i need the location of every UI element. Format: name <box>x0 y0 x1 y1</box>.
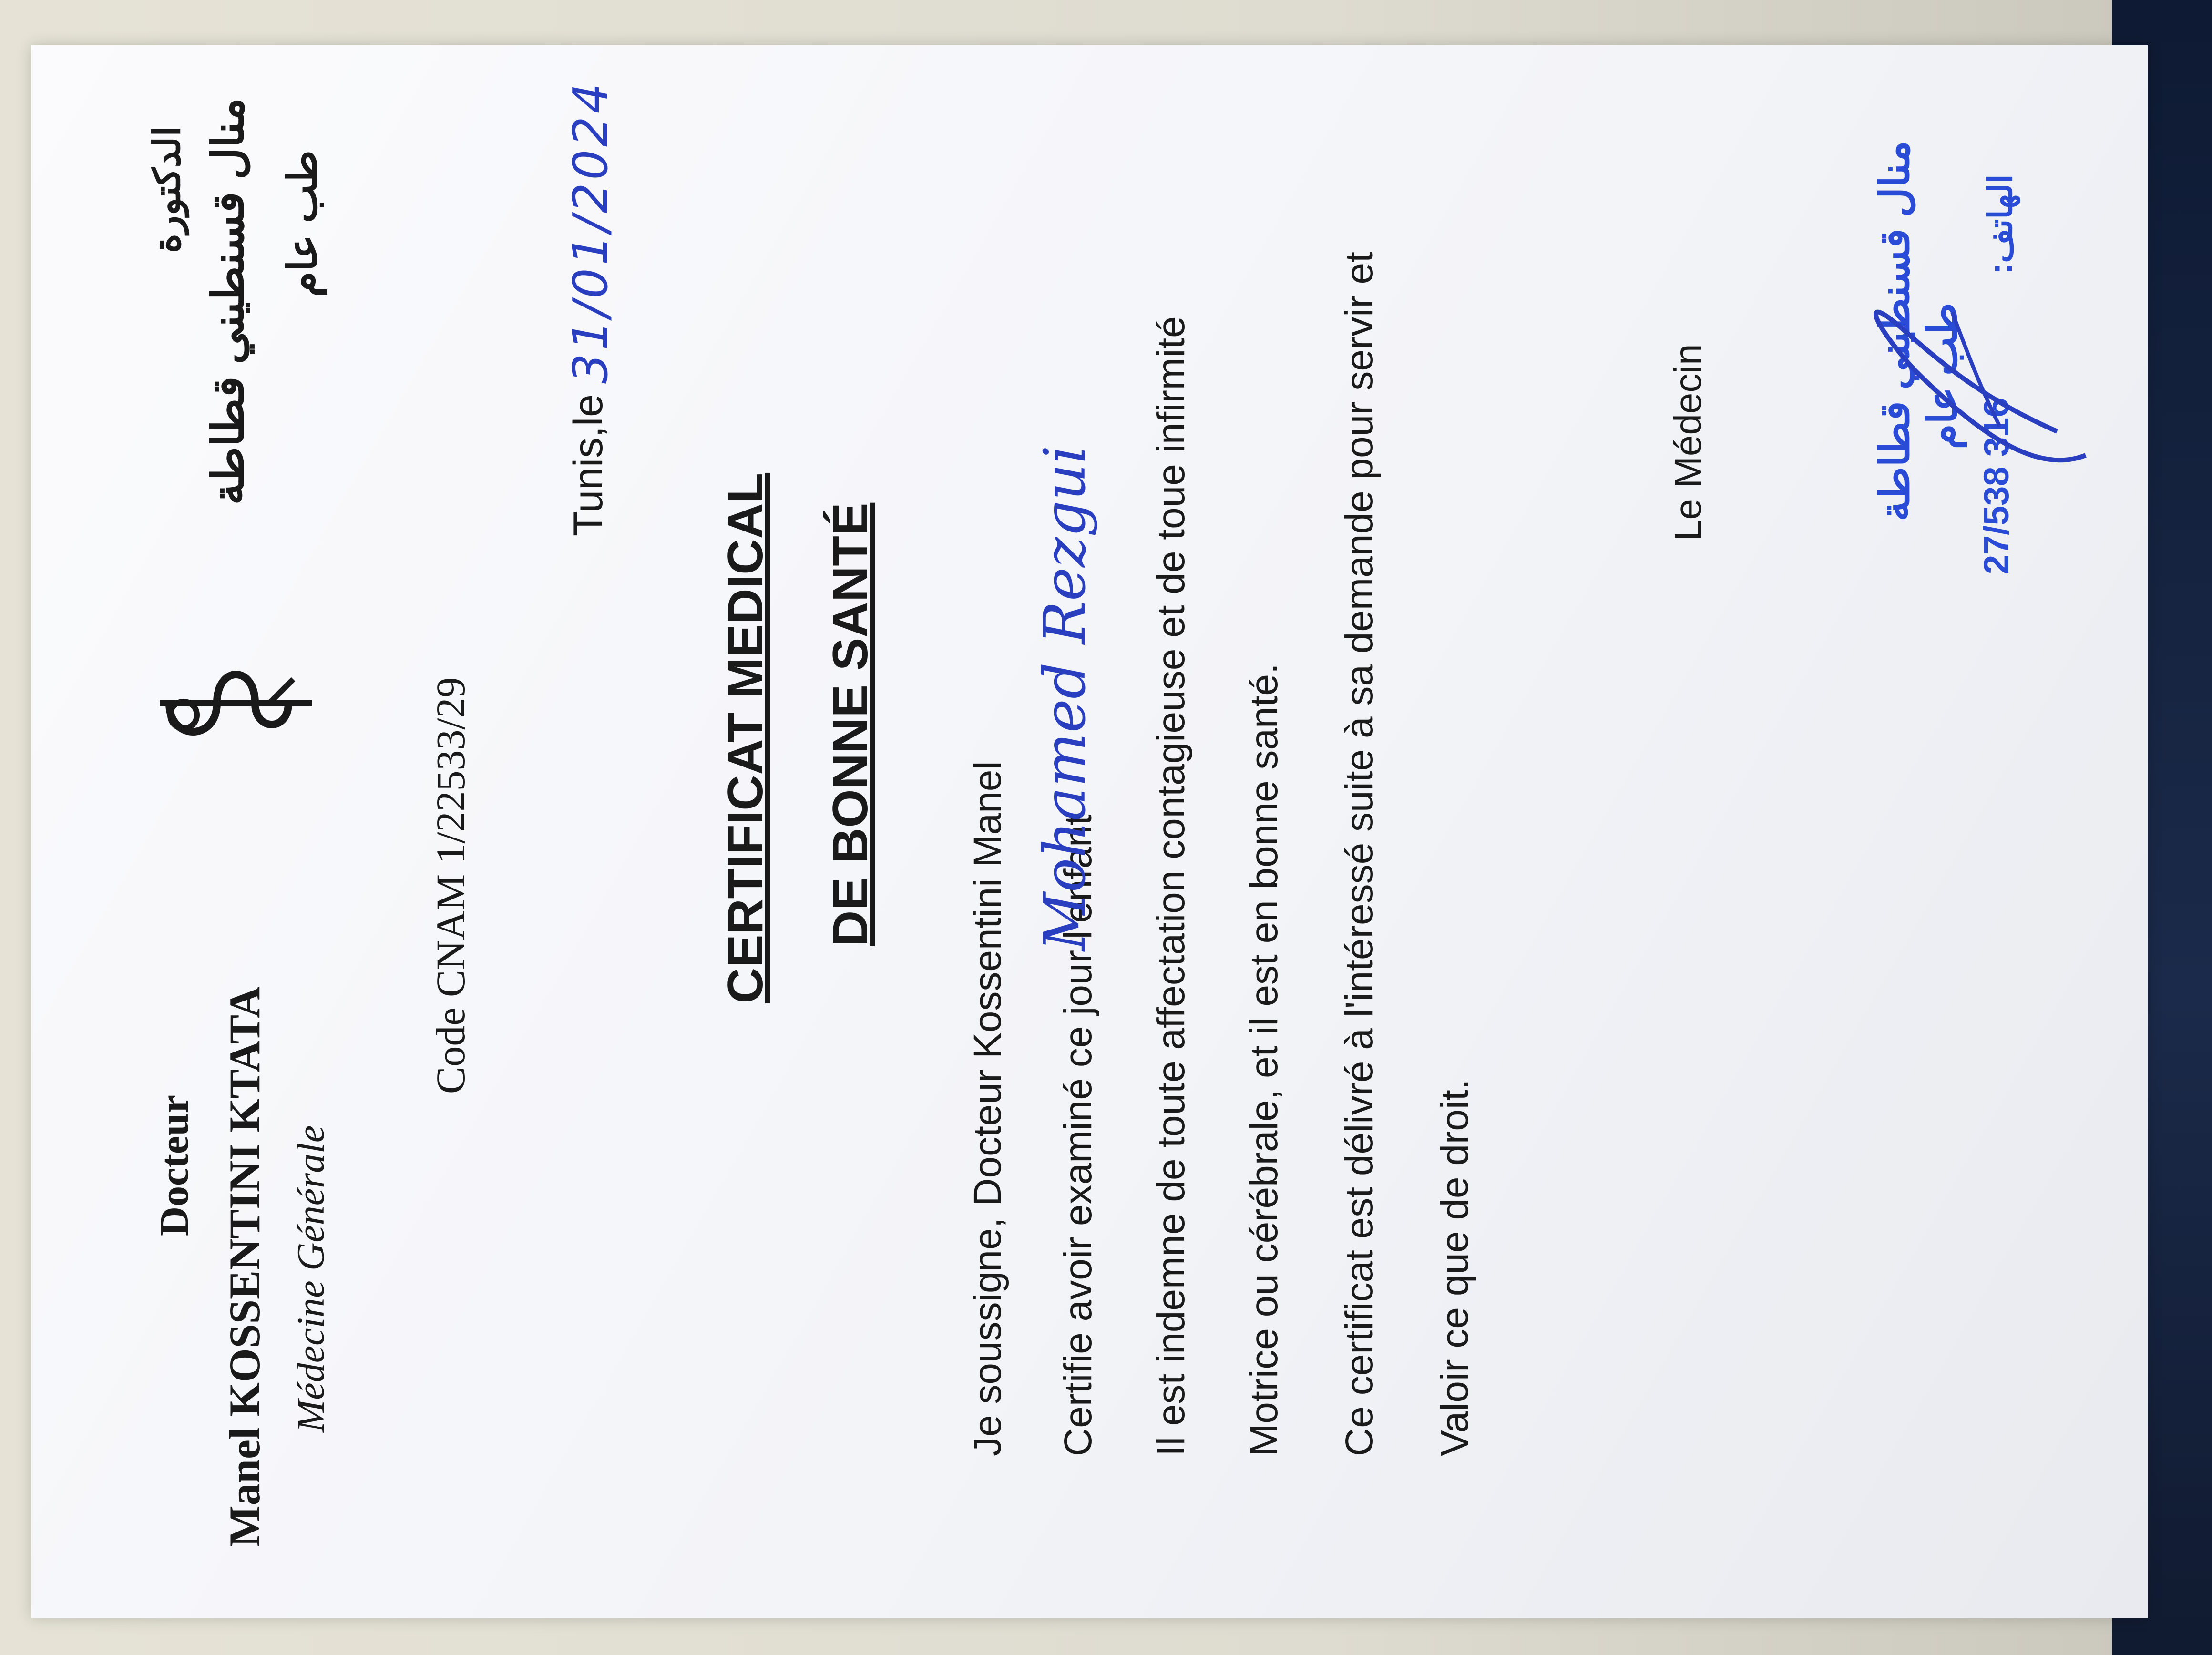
doctor-name: Manel KOSSENTINI KTATA <box>220 986 269 1547</box>
stamp-phone: 27/538 316 <box>1976 398 2016 574</box>
stamp-phone-label: الهاتف: <box>1982 174 2019 274</box>
body-line-3: Il est indemne de toute affectation contagieuse et de toue infirmité <box>1149 316 1193 1456</box>
certificate-document <box>31 45 2148 1618</box>
handwritten-child-name: Mohamed Rezgui <box>1032 445 1098 951</box>
arabic-doctor-name: منال قسنطيني قطاطة <box>204 98 253 505</box>
doctor-specialty: Médecine Générale <box>289 1125 332 1432</box>
place-label: Tunis,le <box>565 394 611 536</box>
body-line-2: Certifie avoir examiné ce jour l'enfant <box>1056 814 1100 1456</box>
arabic-doctor-title: الدكتورة <box>146 126 188 253</box>
signature-label: Le Médecin <box>1667 344 1709 541</box>
stamp-name: منال قسنطيني قطاطة <box>1872 141 1918 521</box>
stamp-specialty: طب عام <box>1920 303 1966 450</box>
body-line-1: Je soussigne, Docteur Kossentini Manel <box>966 761 1009 1456</box>
handwritten-date: 31/01/2024 <box>563 80 618 384</box>
doctor-title: Docteur <box>151 1094 197 1236</box>
body-line-5: Ce certificat est délivré à l'intéressé suite à sa demande pour servir et <box>1338 252 1381 1456</box>
body-line-4: Motrice ou cérébrale, et il est en bonne santé. <box>1242 663 1286 1456</box>
arabic-specialty: طب عام <box>280 150 326 297</box>
body-line-6: Valoir ce que de droit. <box>1433 1079 1476 1456</box>
certificate-title-line2: DE BONNE SANTÉ <box>823 502 878 946</box>
signature-scribble <box>1857 83 2095 655</box>
caduceus-icon <box>150 655 322 751</box>
cnam-code: Code CNAM 1/22533/29 <box>428 677 473 1094</box>
certificate-title-line1: CERTIFICAT MEDICAL <box>718 472 773 1003</box>
